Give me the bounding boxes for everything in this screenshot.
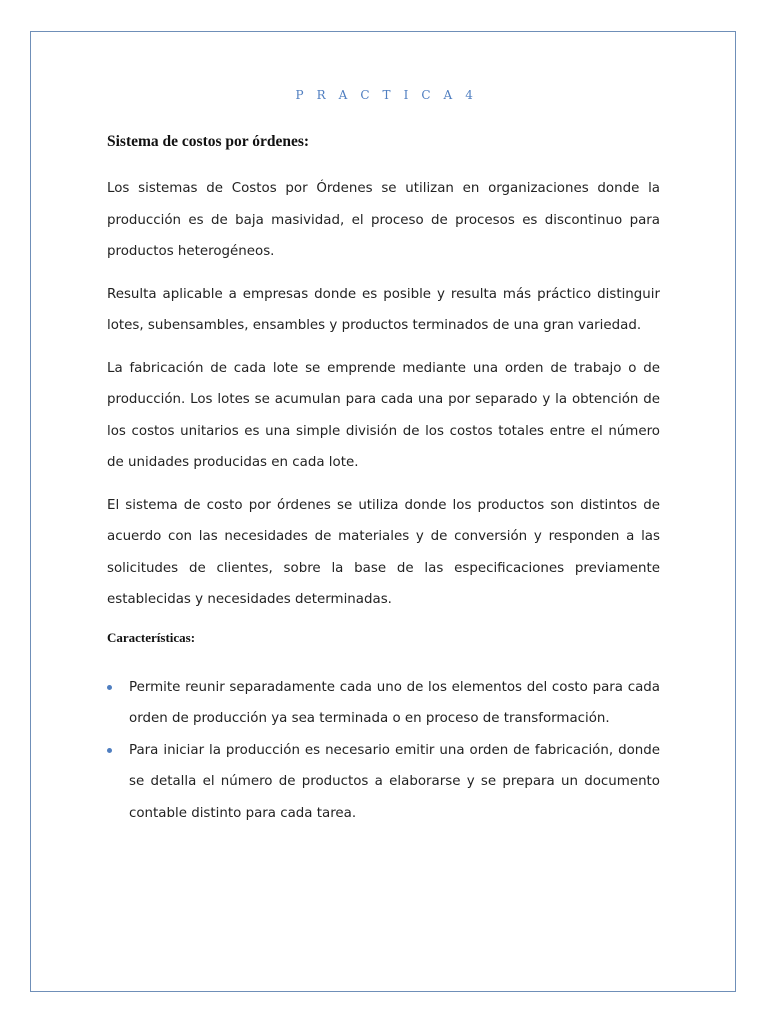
document-title: P R A C T I C A 4 — [295, 88, 478, 102]
paragraph-4: El sistema de costo por órdenes se utiliza donde los productos son distintos de acuerdo con las necesidades de materiales y de conversión y responden a las solicitudes de clientes, sobre la base de las especificaciones previamente establecidas y necesidades determinadas. — [107, 497, 660, 607]
paragraph-3: La fabricación de cada lote se emprende mediante una orden de trabajo o de producción. Los lotes se acumulan para cada una por separado y la obtención de los costos unitarios es una simple división de los costos totales entre el número de unidades producidas en cada lote. — [107, 360, 660, 470]
section-heading: Sistema de costos por órdenes: — [107, 133, 310, 150]
list-item-text: Permite reunir separadamente cada uno de los elementos del costo para cada orden de producción ya sea terminada o en proceso de transformación. — [129, 679, 660, 726]
list-item — [107, 672, 660, 735]
characteristics-heading: Características: — [107, 629, 196, 645]
paragraph-2: Resulta aplicable a empresas donde es posible y resulta más práctico distinguir lotes, subensambles, ensambles y productos terminados de una gran variedad. — [107, 286, 660, 333]
list-item-text: Para iniciar la producción es necesario emitir una orden de fabricación, donde se detalla el número de productos a elaborarse y se prepara un documento contable distinto para cada tarea. — [129, 742, 660, 821]
document-body — [107, 88, 660, 829]
characteristics-list — [107, 672, 660, 830]
paragraph-1: Los sistemas de Costos por Órdenes se utilizan en organizaciones donde la producción es de baja masividad, el proceso de procesos es discontinuo para productos heterogéneos. — [107, 181, 660, 259]
bullet-dot-icon — [107, 748, 112, 753]
list-item — [107, 735, 660, 830]
bullet-dot-icon — [107, 685, 112, 690]
